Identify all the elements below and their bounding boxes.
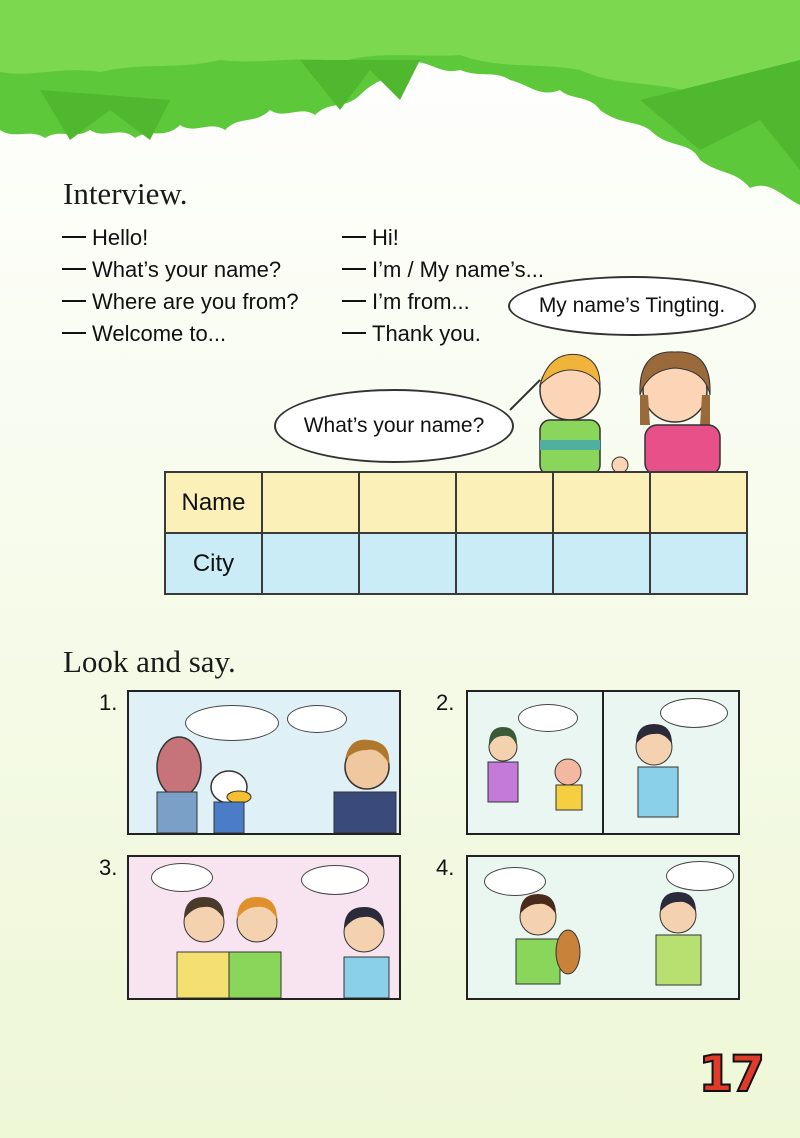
table-row-name <box>165 472 747 533</box>
name-label-cell: Name <box>165 472 262 533</box>
dash <box>342 268 366 270</box>
phrase-left-1 <box>62 225 148 251</box>
phrase-text: Hi! <box>372 225 399 250</box>
name-input-cell[interactable] <box>456 472 553 533</box>
city-label-cell: City <box>165 533 262 594</box>
look-and-say-title: Look and say. <box>63 644 236 679</box>
phrase-right-4 <box>342 321 481 347</box>
phrase-text: Thank you. <box>372 321 481 346</box>
phrase-text: Welcome to... <box>92 321 227 346</box>
city-input-cell[interactable] <box>456 533 553 594</box>
name-input-cell[interactable] <box>359 472 456 533</box>
panel-3-characters <box>129 857 399 998</box>
panel-number-1: 1. <box>99 690 118 715</box>
kids-illustration <box>500 340 740 475</box>
phrase-text: Where are you from? <box>92 289 299 314</box>
phrase-right-3 <box>342 289 470 315</box>
comic-panel-3 <box>127 855 401 1000</box>
phrase-right-1 <box>342 225 399 251</box>
city-input-cell[interactable] <box>262 533 359 594</box>
interview-title: Interview. <box>63 176 188 211</box>
page-number: 17 <box>698 1045 762 1103</box>
panel-number-2: 2. <box>436 690 455 715</box>
name-input-cell[interactable] <box>553 472 650 533</box>
dash <box>62 332 86 334</box>
name-input-cell[interactable] <box>650 472 747 533</box>
comic-panel-2 <box>466 690 740 835</box>
city-input-cell[interactable] <box>553 533 650 594</box>
comic-panel-1 <box>127 690 401 835</box>
phrase-left-4 <box>62 321 226 347</box>
phrase-text: I’m / My name’s... <box>372 257 544 282</box>
phrase-text: What’s your name? <box>92 257 282 282</box>
panel-number-3: 3. <box>99 855 118 880</box>
dash <box>342 236 366 238</box>
name-input-cell[interactable] <box>262 472 359 533</box>
panel-number-4: 4. <box>436 855 455 880</box>
comic-panel-4 <box>466 855 740 1000</box>
bubble-text: What’s your name? <box>303 414 485 437</box>
dash <box>342 300 366 302</box>
phrase-right-2 <box>342 257 544 283</box>
dash <box>62 268 86 270</box>
dash <box>62 236 86 238</box>
dash <box>342 332 366 334</box>
interview-table <box>164 471 748 595</box>
city-input-cell[interactable] <box>359 533 456 594</box>
dash <box>62 300 86 302</box>
speech-bubble-girl <box>508 276 756 336</box>
panel-4-characters <box>468 857 738 998</box>
bubble-text: My name’s Tingting. <box>538 294 726 317</box>
table-row-city <box>165 533 747 594</box>
panel-2-characters <box>468 692 738 833</box>
phrase-left-2 <box>62 257 281 283</box>
speech-bubble-boy <box>274 389 514 463</box>
phrase-text: Hello! <box>92 225 149 250</box>
panel-1-characters <box>129 692 399 833</box>
phrase-left-3 <box>62 289 299 315</box>
city-input-cell[interactable] <box>650 533 747 594</box>
phrase-text: I’m from... <box>372 289 470 314</box>
